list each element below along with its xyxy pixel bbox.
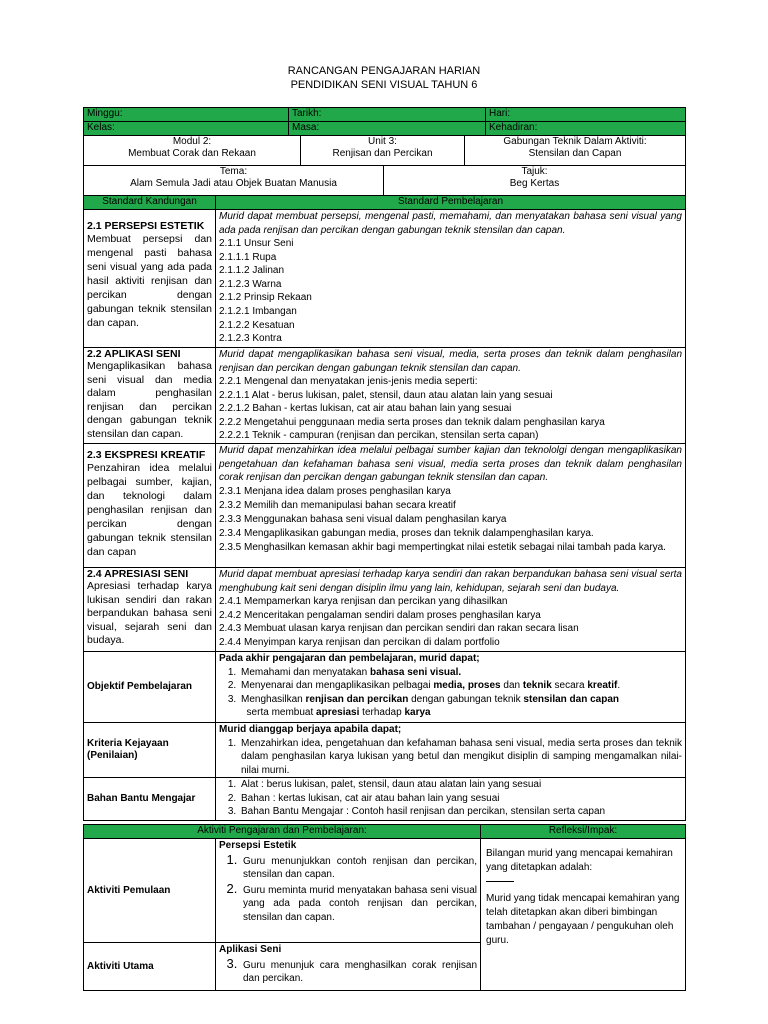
sk-header: Standard Kandungan xyxy=(84,196,216,210)
utama-item: 3. Guru menunjuk cara menghasilkan corak renjisan dan percikan. xyxy=(241,957,477,986)
utama-title: Aplikasi Seni xyxy=(219,944,282,955)
pemulaan-label: Aktiviti Pemulaan xyxy=(84,839,216,943)
text-bold: karya xyxy=(404,707,431,718)
kriteria-label-1: Kriteria Kejayaan xyxy=(87,738,169,749)
modul-cell xyxy=(84,136,301,166)
sp-item: 2.4.2 Menceritakan pengalaman sendiri dalam proses penghasilan karya xyxy=(219,609,541,621)
sp-item: 2.4.3 Membuat ulasan karya renjisan dan percikan sendiri dan rakan secara lisan xyxy=(219,623,579,635)
kriteria-intro: Murid dianggap berjaya apabila dapat; xyxy=(219,724,402,735)
bahan-list xyxy=(219,778,682,819)
refleksi-text-1: Bilangan murid yang mencapai kemahiran yang ditetapkan adalah: xyxy=(486,848,673,873)
tema-cell xyxy=(84,166,384,196)
text-bold: bahasa seni visual. xyxy=(369,666,462,678)
aktiviti-header: Aktiviti Pengajaran dan Pembelajaran: xyxy=(84,825,481,839)
text: secara xyxy=(551,680,588,691)
sp-item: 2.1.1 Unsur Seni xyxy=(219,238,294,249)
text: Memahami dan menyatakan xyxy=(241,666,370,678)
gabungan-value: Stensilan dan Capan xyxy=(528,148,622,159)
gabungan-label: Gabungan Teknik Dalam Aktiviti: xyxy=(503,136,647,147)
bahan-label: Bahan Bantu Mengajar xyxy=(84,778,216,821)
sp-intro: Murid dapat mengaplikasikan bahasa seni visual, media, serta proses dan teknik dalam penghasilan renjisan dan percikan dengan gabungan teknik stensilan dan capan. xyxy=(219,349,682,374)
unit-label: Unit 3: xyxy=(368,136,397,147)
text-bold: kreatif xyxy=(587,680,618,691)
masa-label: Masa: xyxy=(289,122,486,136)
sp-item: 2.2.1.1 Alat - berus lukisan, palet, stensil, daun atau alatan lain yang sesuai xyxy=(219,389,553,401)
tajuk-label: Tajuk: xyxy=(521,166,548,177)
objektif-item xyxy=(239,666,682,680)
sk-2-4 xyxy=(84,568,216,652)
sp-item: 2.3.4 Mengaplikasikan gabungan media, proses dan teknik dalampenghasilan karya. xyxy=(219,527,594,539)
sp-item: 2.3.1 Menjana idea dalam proses penghasilan karya xyxy=(219,485,451,497)
sp-intro: Murid dapat membuat apresiasi terhadap karya sendiri dan rakan berpandukan bahasa seni visual serta menghubung kait seni dengan disiplin ilmu yang lain, kehidupan, sejarah seni dan budaya. xyxy=(219,569,682,594)
sp-2-3 xyxy=(216,444,686,568)
objektif-intro: Pada akhir pengajaran dan pembelajaran, murid dapat; xyxy=(219,653,480,664)
tema-label: Tema: xyxy=(219,166,248,177)
sp-item: 2.1.2.3 Warna xyxy=(219,278,282,290)
objektif-list xyxy=(219,666,682,720)
tema-value: Alam Semula Jadi atau Objek Buatan Manusia xyxy=(130,178,337,189)
text: dengan gabungan teknik xyxy=(408,693,524,705)
header-table xyxy=(83,107,686,136)
text-bold: renjisan dan percikan xyxy=(305,693,409,705)
kriteria-item: 1. Menzahirkan idea, pengetahuan dan kefahaman bahasa seni visual, media serta proses dan teknik dalam penghasilan karya lukisan yang betul dan mengikut disiplin di samping mengamalkan nilai-nilai murni. xyxy=(239,737,682,778)
sk-2-1 xyxy=(84,210,216,348)
sp-item: 2.2.1.2 Bahan - kertas lukisan, cat air atau bahan lain yang sesuai xyxy=(219,403,512,415)
utama-label: Aktiviti Utama xyxy=(84,943,216,991)
sk-code: 2.1 PERSEPSI ESTETIK xyxy=(87,220,205,232)
kelas-label: Kelas: xyxy=(84,122,289,136)
text-bold: apresiasi xyxy=(316,707,360,718)
sk-code: 2.3 EKSPRESI KREATIF xyxy=(87,449,206,461)
bahan-item: 1. Alat : berus lukisan, palet, stensil, daun atau alatan lain yang sesuai xyxy=(239,778,682,792)
sp-item: 2.1.2.3 Kontra xyxy=(219,333,282,345)
unit-value: Renjisan dan Percikan xyxy=(332,148,433,159)
sk-code: 2.2 APLIKASI SENI xyxy=(87,348,181,360)
sp-item: 2.2.2.1 Teknik - campuran (renjisan dan percikan, stensilan serta capan) xyxy=(219,430,539,442)
tajuk-cell xyxy=(384,166,686,196)
standards-table xyxy=(83,195,686,821)
utama-list xyxy=(219,957,477,986)
sk-2-2 xyxy=(84,348,216,444)
utama-cell xyxy=(216,943,481,991)
bahan-item: 2. Bahan : kertas lukisan, cat air atau bahan lain yang sesuai xyxy=(239,792,682,806)
tarikh-label: Tarikh: xyxy=(289,108,486,122)
sp-2-2 xyxy=(216,348,686,444)
text: dan xyxy=(500,680,523,691)
kehadiran-label: Kehadiran: xyxy=(486,122,686,136)
sp-intro: Murid dapat menzahirkan idea melalui pelbagai sumber kajian dan teknololgi dengan mengaplikasikan pengetahuan dan kefahaman bahasa seni visual, media serta proses dan teknik dalam penghasilan corak renjisan dan percikan dengan gabungan teknik stensilan dan capan. xyxy=(219,445,682,483)
modul-value: Membuat Corak dan Rekaan xyxy=(128,148,256,159)
sp-item: 2.3.5 Menghasilkan kemasan akhir bagi mempertingkat nilai estetik sebagai nilai tambah pada karya. xyxy=(219,541,666,553)
document-title xyxy=(0,64,768,92)
objektif-item xyxy=(239,693,682,720)
sk-desc: Membuat persepsi dan mengenal pasti bahasa seni visual yang ada pada hasil aktiviti renjisan dan percikan dengan gabungan teknik stensilan dan capan. xyxy=(87,233,212,329)
pemulaan-item: 1. Guru menunjukkan contoh renjisan dan percikan, stensilan dan capan. xyxy=(241,853,477,882)
modul-table xyxy=(83,135,686,166)
tajuk-value: Beg Kertas xyxy=(509,178,560,189)
minggu-label: Minggu: xyxy=(84,108,289,122)
refleksi-cell xyxy=(481,839,686,991)
text: serta membuat xyxy=(241,707,317,718)
kriteria-label xyxy=(84,723,216,778)
refleksi-header: Refleksi/Impak: xyxy=(481,825,686,839)
sk-desc: Penzahiran idea melalui pelbagai sumber, kajian, dan teknologi dalam penghasilan renjisan dan percikan dengan gabungan teknik stensilan dan capan xyxy=(87,462,212,558)
kriteria-label-2: (Penilaian) xyxy=(87,750,138,761)
pemulaan-item: 2. Guru meminta murid menyatakan bahasa seni visual yang ada pada contoh renjisan dan percikan, stensilan dan capan. xyxy=(241,882,477,925)
sk-code: 2.4 APRESIASI SENI xyxy=(87,568,189,580)
kriteria-list xyxy=(219,737,682,778)
tema-table xyxy=(83,165,686,196)
bahan-item: 3. Bahan Bantu Mengajar : Contoh hasil renjisan dan percikan, stensilan serta capan xyxy=(239,805,682,819)
gabungan-cell xyxy=(465,136,686,166)
sp-item: 2.3.2 Memilih dan memanipulasi bahan secara kreatif xyxy=(219,499,456,511)
unit-cell xyxy=(301,136,465,166)
text: . xyxy=(617,680,621,691)
sp-item: 2.1.2.1 Imbangan xyxy=(219,305,297,317)
text: terhadap xyxy=(359,707,405,718)
objektif-item xyxy=(239,679,682,693)
sp-item: 2.2.1 Mengenal dan menyatakan jenis-jenis media seperti: xyxy=(219,376,478,387)
sp-2-1 xyxy=(216,210,686,348)
sp-item: 2.1.2.2 Kesatuan xyxy=(219,319,295,331)
sp-intro: Murid dapat membuat persepsi, mengenal pasti, memahami, dan menyatakan bahasa seni visual yang ada pada renjisan dan percikan dengan gabungan teknik stensilan dan capan. xyxy=(219,211,682,236)
text-bold: media, proses xyxy=(433,680,501,691)
sp-item: 2.1.1.1 Rupa xyxy=(219,251,277,263)
aktiviti-table xyxy=(83,824,686,991)
sp-item: 2.4.1 Mempamerkan karya renjisan dan percikan yang dihasilkan xyxy=(219,596,508,607)
objektif-label: Objektif Pembelajaran xyxy=(84,652,216,723)
pemulaan-title: Persepsi Estetik xyxy=(219,840,297,851)
modul-label: Modul 2: xyxy=(172,136,212,147)
refleksi-text-2: Murid yang tidak mencapai kemahiran yang telah ditetapkan akan diberi bimbingan tambahan / pengayaan / pengukuhan oleh guru. xyxy=(486,893,680,946)
sp-header: Standard Pembelajaran xyxy=(216,196,686,210)
sp-item: 2.1.2 Prinsip Rekaan xyxy=(219,292,312,304)
text-bold: stensilan dan capan xyxy=(523,693,620,705)
sp-item: 2.3.3 Menggunakan bahasa seni visual dalam penghasilan karya xyxy=(219,513,507,525)
sk-2-3 xyxy=(84,444,216,568)
title-line-2: PENDIDIKAN SENI VISUAL TAHUN 6 xyxy=(290,79,478,91)
sp-item: 2.4.4 Menyimpan karya renjisan dan percikan di dalam portfolio xyxy=(219,636,500,648)
blank-line xyxy=(486,881,514,882)
text: Menyenarai dan mengaplikasikan pelbagai xyxy=(241,680,434,691)
hari-label: Hari: xyxy=(486,108,686,122)
sk-desc: Apresiasi terhadap karya lukisan sendiri dan rakan berpandukan bahasa seni visual, sejarah seni dan budaya. xyxy=(87,580,212,647)
text-bold: teknik xyxy=(522,680,552,691)
text: Menghasilkan xyxy=(241,693,306,705)
sk-desc: Mengaplikasikan bahasa seni visual dan media dalam penghasilan renjisan dan percikan dengan gabungan teknik stensilan dan capan. xyxy=(87,360,212,440)
kriteria-cell xyxy=(216,723,686,778)
sp-item: 2.1.1.2 Jalinan xyxy=(219,265,285,277)
sp-2-4 xyxy=(216,568,686,652)
objektif-cell xyxy=(216,652,686,723)
sp-item: 2.2.2 Mengetahui penggunaan media serta proses dan teknik dalam penghasilan karya xyxy=(219,416,605,428)
title-line-1: RANCANGAN PENGAJARAN HARIAN xyxy=(287,65,481,77)
pemulaan-list xyxy=(219,853,477,925)
bahan-cell xyxy=(216,778,686,821)
pemulaan-cell xyxy=(216,839,481,943)
